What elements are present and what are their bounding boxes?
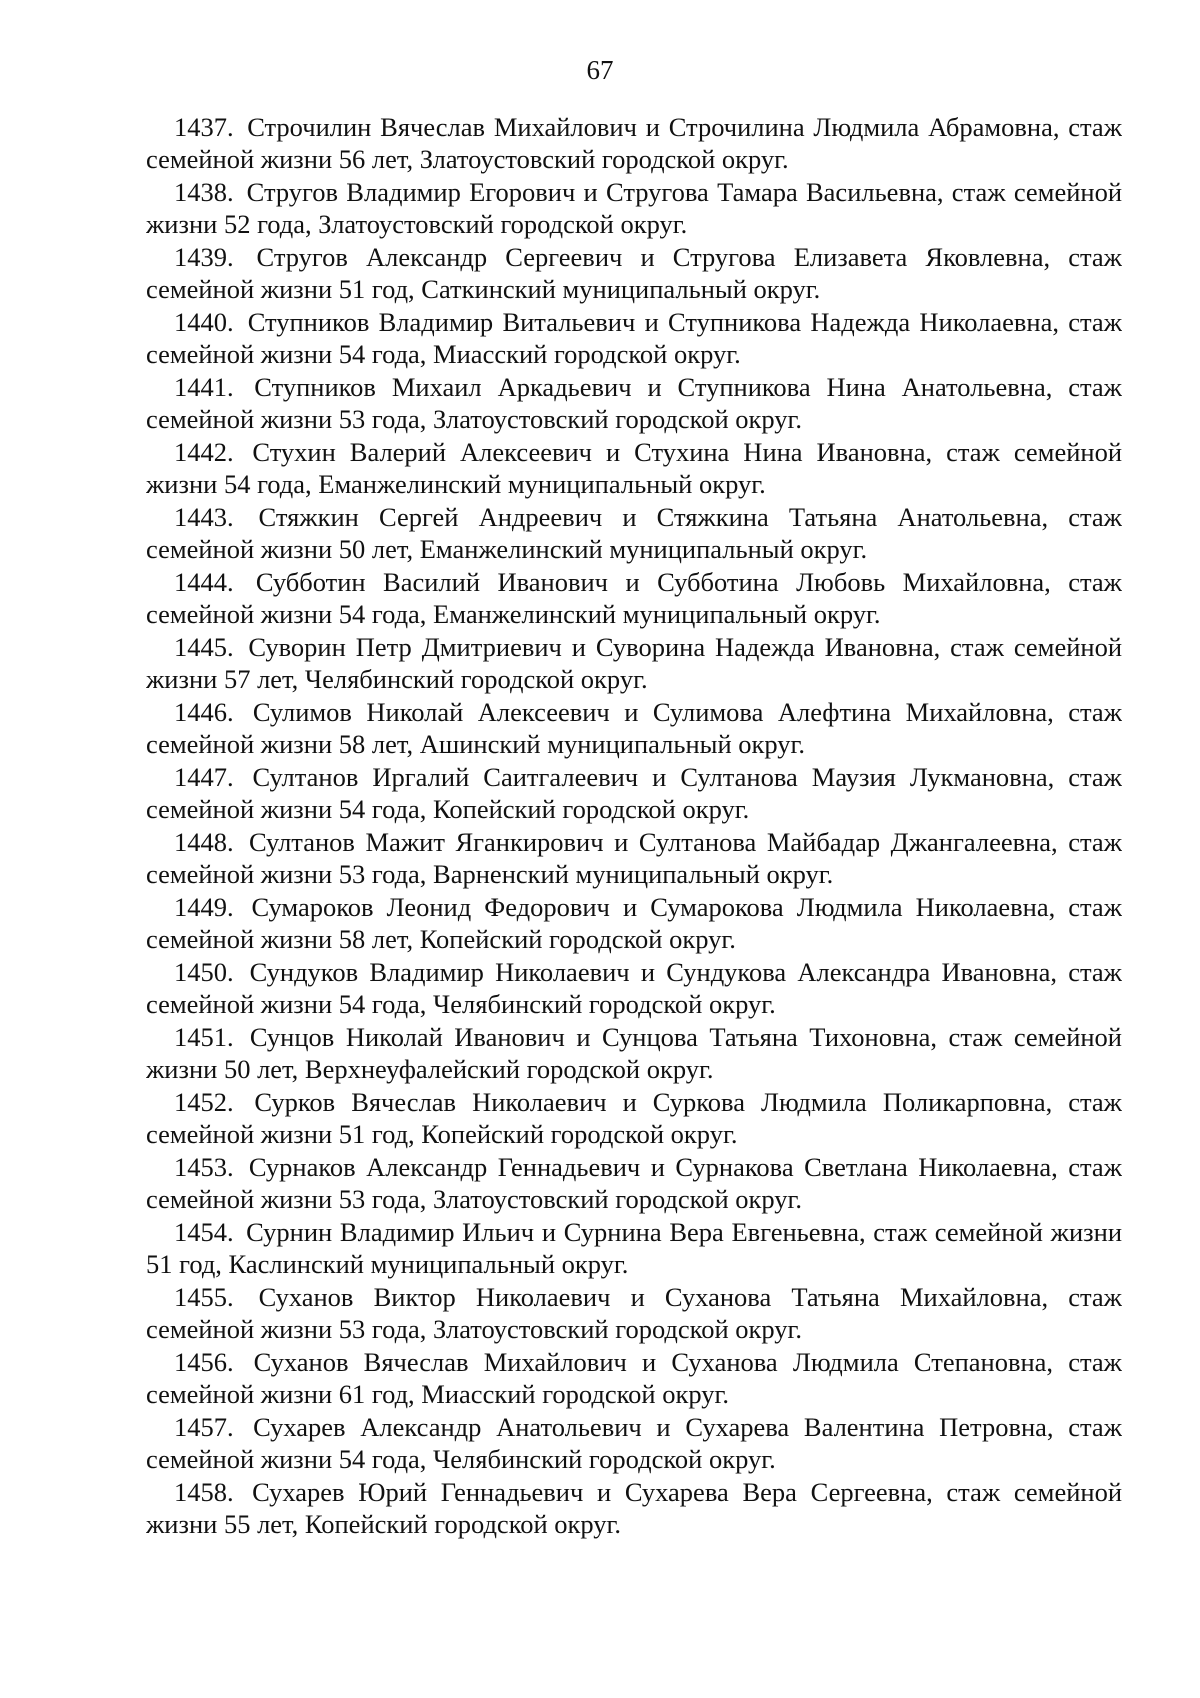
page-number: 67 xyxy=(586,55,614,85)
entry-number: 1446. xyxy=(174,697,234,727)
entry-text: Сурков Вячеслав Николаевич и Суркова Людмила Поликарповна, стаж семейной жизни 51 год, Копейский городской округ. xyxy=(146,1087,1122,1149)
entry-number: 1449. xyxy=(174,892,234,922)
entry-text: Сундуков Владимир Николаевич и Сундукова Александра Ивановна, стаж семейной жизни 54 года, Челябинский городской округ. xyxy=(146,957,1122,1019)
list-item xyxy=(146,241,1122,305)
entry-text: Суворин Петр Дмитриевич и Суворина Надежда Ивановна, стаж семейной жизни 57 лет, Челябинский городской округ. xyxy=(146,632,1122,694)
entry-text: Суханов Виктор Николаевич и Суханова Татьяна Михайловна, стаж семейной жизни 53 года, Златоустовский городской округ. xyxy=(146,1282,1122,1344)
entry-number: 1439. xyxy=(174,242,234,272)
entry-number: 1438. xyxy=(174,177,234,207)
list-item xyxy=(146,761,1122,825)
entry-number: 1447. xyxy=(174,762,234,792)
entry-text: Субботин Василий Иванович и Субботина Любовь Михайловна, стаж семейной жизни 54 года, Еманжелинский муниципальный округ. xyxy=(146,567,1122,629)
entry-number: 1451. xyxy=(174,1022,234,1052)
list-item xyxy=(146,1151,1122,1215)
list-item xyxy=(146,1086,1122,1150)
list-item xyxy=(146,176,1122,240)
entry-text: Стругов Владимир Егорович и Стругова Тамара Васильевна, стаж семейной жизни 52 года, Златоустовский городской округ. xyxy=(146,177,1122,239)
entry-text: Сумароков Леонид Федорович и Сумарокова Людмила Николаевна, стаж семейной жизни 58 лет, Копейский городской округ. xyxy=(146,892,1122,954)
list-item xyxy=(146,1216,1122,1280)
entry-text: Стругов Александр Сергеевич и Стругова Елизавета Яковлевна, стаж семейной жизни 51 год, Саткинский муниципальный округ. xyxy=(146,242,1122,304)
entry-text: Ступников Владимир Витальевич и Ступникова Надежда Николаевна, стаж семейной жизни 54 года, Миасский городской округ. xyxy=(146,307,1122,369)
entry-number: 1452. xyxy=(174,1087,234,1117)
entry-text: Строчилин Вячеслав Михайлович и Строчилина Людмила Абрамовна, стаж семейной жизни 56 лет, Златоустовский городской округ. xyxy=(146,112,1122,174)
list-item xyxy=(146,1411,1122,1475)
entry-number: 1457. xyxy=(174,1412,234,1442)
entry-number: 1453. xyxy=(174,1152,234,1182)
entry-text: Ступников Михаил Аркадьевич и Ступникова Нина Анатольевна, стаж семейной жизни 53 года, Златоустовский городской округ. xyxy=(146,372,1122,434)
list-item xyxy=(146,891,1122,955)
entry-number: 1455. xyxy=(174,1282,234,1312)
entry-text: Султанов Мажит Яганкирович и Султанова Майбадар Джангалеевна, стаж семейной жизни 53 года, Варненский муниципальный округ. xyxy=(146,827,1122,889)
entry-text: Султанов Иргалий Саитгалеевич и Султанова Маузия Лукмановна, стаж семейной жизни 54 года, Копейский городской округ. xyxy=(146,762,1122,824)
entry-number: 1443. xyxy=(174,502,234,532)
list-item xyxy=(146,1476,1122,1540)
entry-number: 1437. xyxy=(174,112,234,142)
list-item xyxy=(146,631,1122,695)
entry-text: Сунцов Николай Иванович и Сунцова Татьяна Тихоновна, стаж семейной жизни 50 лет, Верхнеуфалейский городской округ. xyxy=(146,1022,1122,1084)
list-item xyxy=(146,1281,1122,1345)
entry-text: Сурнин Владимир Ильич и Сурнина Вера Евгеньевна, стаж семейной жизни 51 год, Каслинский муниципальный округ. xyxy=(146,1217,1122,1279)
entry-number: 1458. xyxy=(174,1477,234,1507)
list-item xyxy=(146,501,1122,565)
entries-list xyxy=(146,111,1122,1541)
list-item xyxy=(146,566,1122,630)
entry-number: 1440. xyxy=(174,307,234,337)
entry-text: Сухарев Юрий Геннадьевич и Сухарева Вера Сергеевна, стаж семейной жизни 55 лет, Копейский городской округ. xyxy=(146,1477,1122,1539)
list-item xyxy=(146,826,1122,890)
entry-number: 1445. xyxy=(174,632,234,662)
entry-text: Стухин Валерий Алексеевич и Стухина Нина Ивановна, стаж семейной жизни 54 года, Еманжелинский муниципальный округ. xyxy=(146,437,1122,499)
entry-number: 1456. xyxy=(174,1347,234,1377)
entry-text: Сулимов Николай Алексеевич и Сулимова Алефтина Михайловна, стаж семейной жизни 58 лет, Ашинский муниципальный округ. xyxy=(146,697,1122,759)
entry-number: 1441. xyxy=(174,372,234,402)
entry-text: Сурнаков Александр Геннадьевич и Сурнакова Светлана Николаевна, стаж семейной жизни 53 года, Златоустовский городской округ. xyxy=(146,1152,1122,1214)
list-item xyxy=(146,696,1122,760)
entry-number: 1444. xyxy=(174,567,234,597)
entry-text: Стяжкин Сергей Андреевич и Стяжкина Татьяна Анатольевна, стаж семейной жизни 50 лет, Еманжелинский муниципальный округ. xyxy=(146,502,1122,564)
entry-number: 1454. xyxy=(174,1217,234,1247)
entry-number: 1442. xyxy=(174,437,234,467)
list-item xyxy=(146,1346,1122,1410)
list-item xyxy=(146,111,1122,175)
list-item xyxy=(146,371,1122,435)
entry-number: 1450. xyxy=(174,957,234,987)
entry-number: 1448. xyxy=(174,827,234,857)
list-item xyxy=(146,956,1122,1020)
list-item xyxy=(146,1021,1122,1085)
entry-text: Суханов Вячеслав Михайлович и Суханова Людмила Степановна, стаж семейной жизни 61 год, Миасский городской округ. xyxy=(146,1347,1122,1409)
list-item xyxy=(146,306,1122,370)
list-item xyxy=(146,436,1122,500)
entry-text: Сухарев Александр Анатольевич и Сухарева Валентина Петровна, стаж семейной жизни 54 года, Челябинский городской округ. xyxy=(146,1412,1122,1474)
